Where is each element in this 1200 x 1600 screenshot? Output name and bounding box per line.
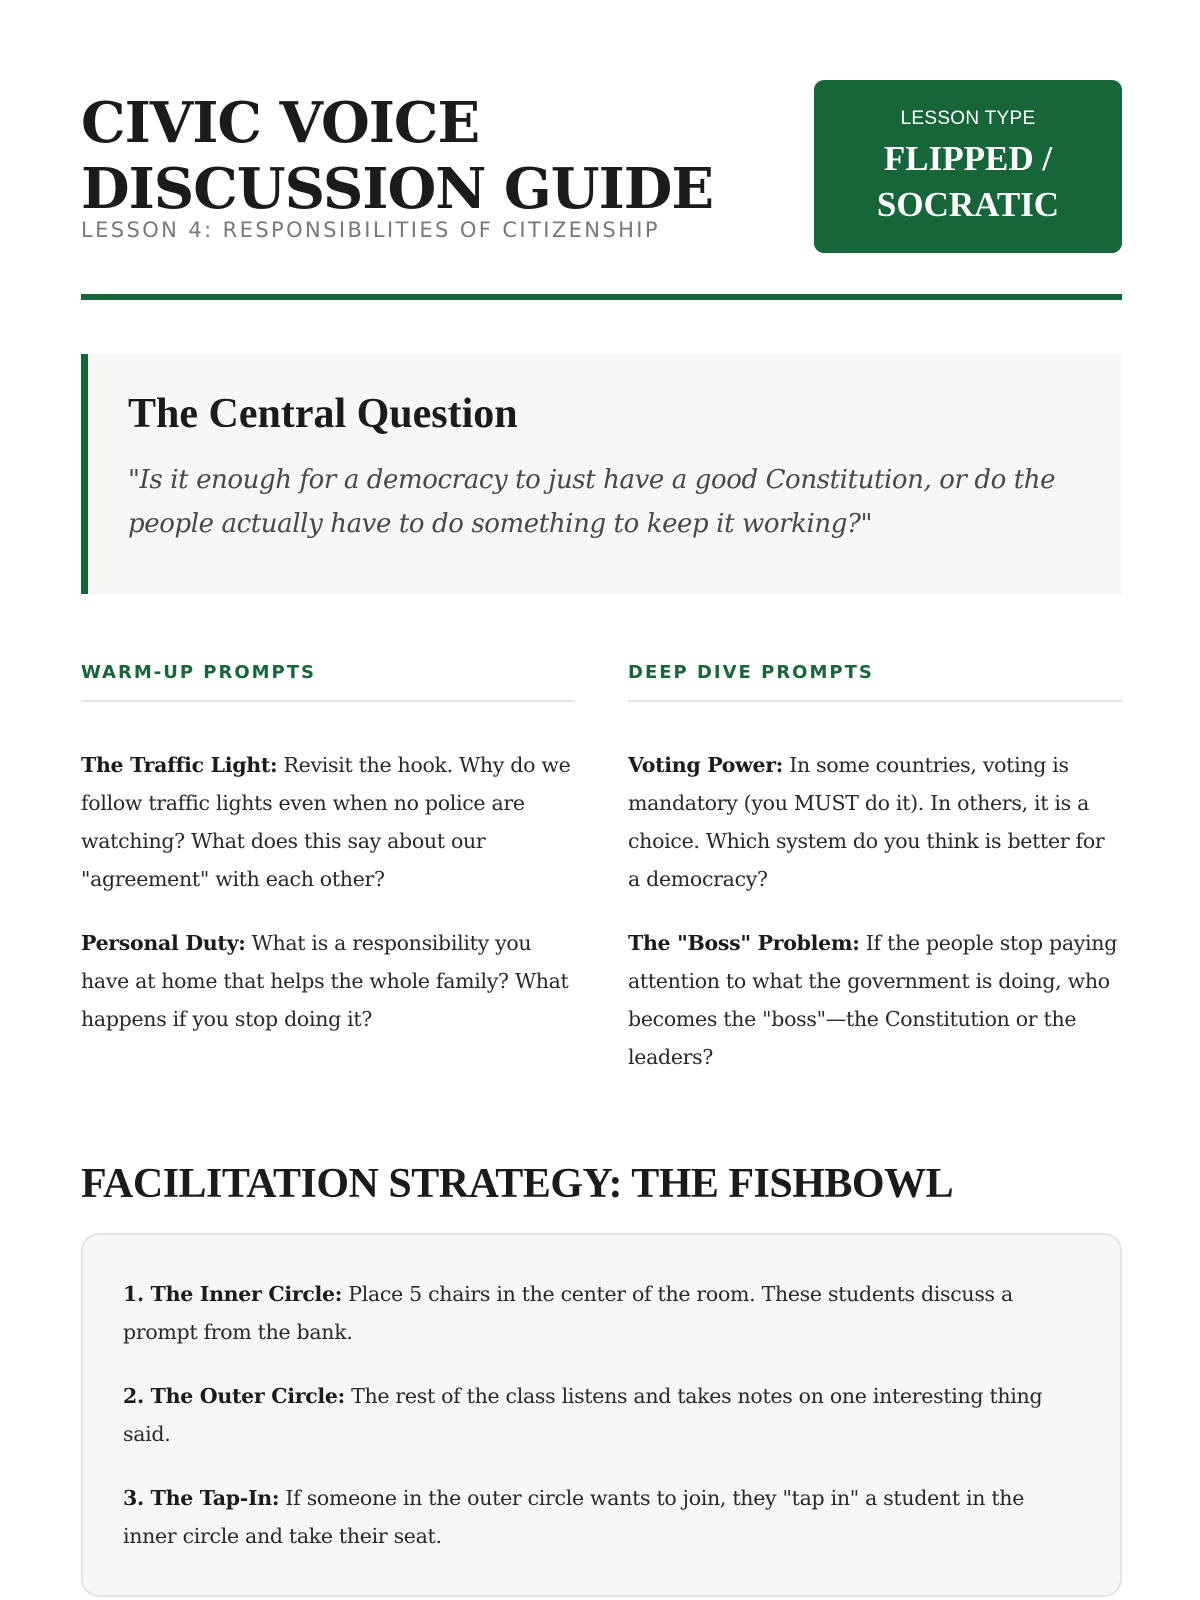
lesson-type-label: LESSON TYPE <box>900 108 1036 129</box>
header-divider <box>81 294 1122 300</box>
step-title: 3. The Tap-In: <box>123 1486 280 1510</box>
title-line-2: DISCUSSION GUIDE <box>81 156 714 222</box>
warmup-prompts-heading: WARM-UP PROMPTS <box>81 658 575 702</box>
warmup-prompts-column <box>81 658 575 1038</box>
lesson-type-badge <box>814 80 1122 253</box>
facilitation-step-1 <box>123 1275 1083 1351</box>
prompt-title: Voting Power: <box>628 753 784 777</box>
title-line-1: CIVIC VOICE <box>81 90 480 156</box>
facilitation-step-3 <box>123 1479 1083 1555</box>
lesson-type-value <box>814 136 1122 228</box>
header <box>81 80 1122 300</box>
deepdive-prompts-heading: DEEP DIVE PROMPTS <box>628 658 1122 702</box>
facilitation-heading: FACILITATION STRATEGY: THE FISHBOWL <box>81 1161 954 1207</box>
step-title: 2. The Outer Circle: <box>123 1384 345 1408</box>
lesson-subtitle: LESSON 4: RESPONSIBILITIES OF CITIZENSHIP <box>81 218 660 242</box>
central-question-heading: The Central Question <box>128 391 518 437</box>
lesson-type-line-1: FLIPPED / <box>883 139 1053 178</box>
central-question-quote: "Is it enough for a democracy to just have a good Constitution, or do the people actually have to do something to keep it working?" <box>128 465 1056 539</box>
facilitation-steps <box>123 1275 1083 1581</box>
prompt-title: The "Boss" Problem: <box>628 931 860 955</box>
prompt-title: Personal Duty: <box>81 931 246 955</box>
warmup-prompt-1 <box>81 746 575 898</box>
prompt-title: The Traffic Light: <box>81 753 278 777</box>
step-text: The rest of the class listens and takes notes on one interesting thing said. <box>123 1384 1043 1446</box>
step-title: 1. The Inner Circle: <box>123 1282 343 1306</box>
warmup-prompt-2 <box>81 924 575 1038</box>
facilitation-steps-panel <box>81 1233 1122 1597</box>
page-title <box>81 90 713 222</box>
deepdive-prompt-2 <box>628 924 1122 1076</box>
facilitation-step-2 <box>123 1377 1083 1453</box>
step-text: If someone in the outer circle wants to join, they "tap in" a student in the inner circle and take their seat. <box>123 1486 1025 1548</box>
central-question-panel <box>81 354 1122 594</box>
prompt-text: If the people stop paying attention to what the government is doing, who becomes the "boss"—the Constitution or the leaders? <box>628 931 1118 1069</box>
prompt-text: Revisit the hook. Why do we follow traffic lights even when no police are watching? What does this say about our "agreement" with each other? <box>81 753 571 891</box>
prompt-text: In some countries, voting is mandatory (you MUST do it). In others, it is a choice. Which system do you think is better for a democracy? <box>628 753 1105 891</box>
step-text: Place 5 chairs in the center of the room. These students discuss a prompt from the bank. <box>123 1282 1013 1344</box>
deepdive-prompt-1 <box>628 746 1122 898</box>
deepdive-prompts-column <box>628 658 1122 1076</box>
lesson-type-line-2: SOCRATIC <box>876 185 1060 224</box>
prompt-text: What is a responsibility you have at home that helps the whole family? What happens if you stop doing it? <box>81 931 569 1031</box>
